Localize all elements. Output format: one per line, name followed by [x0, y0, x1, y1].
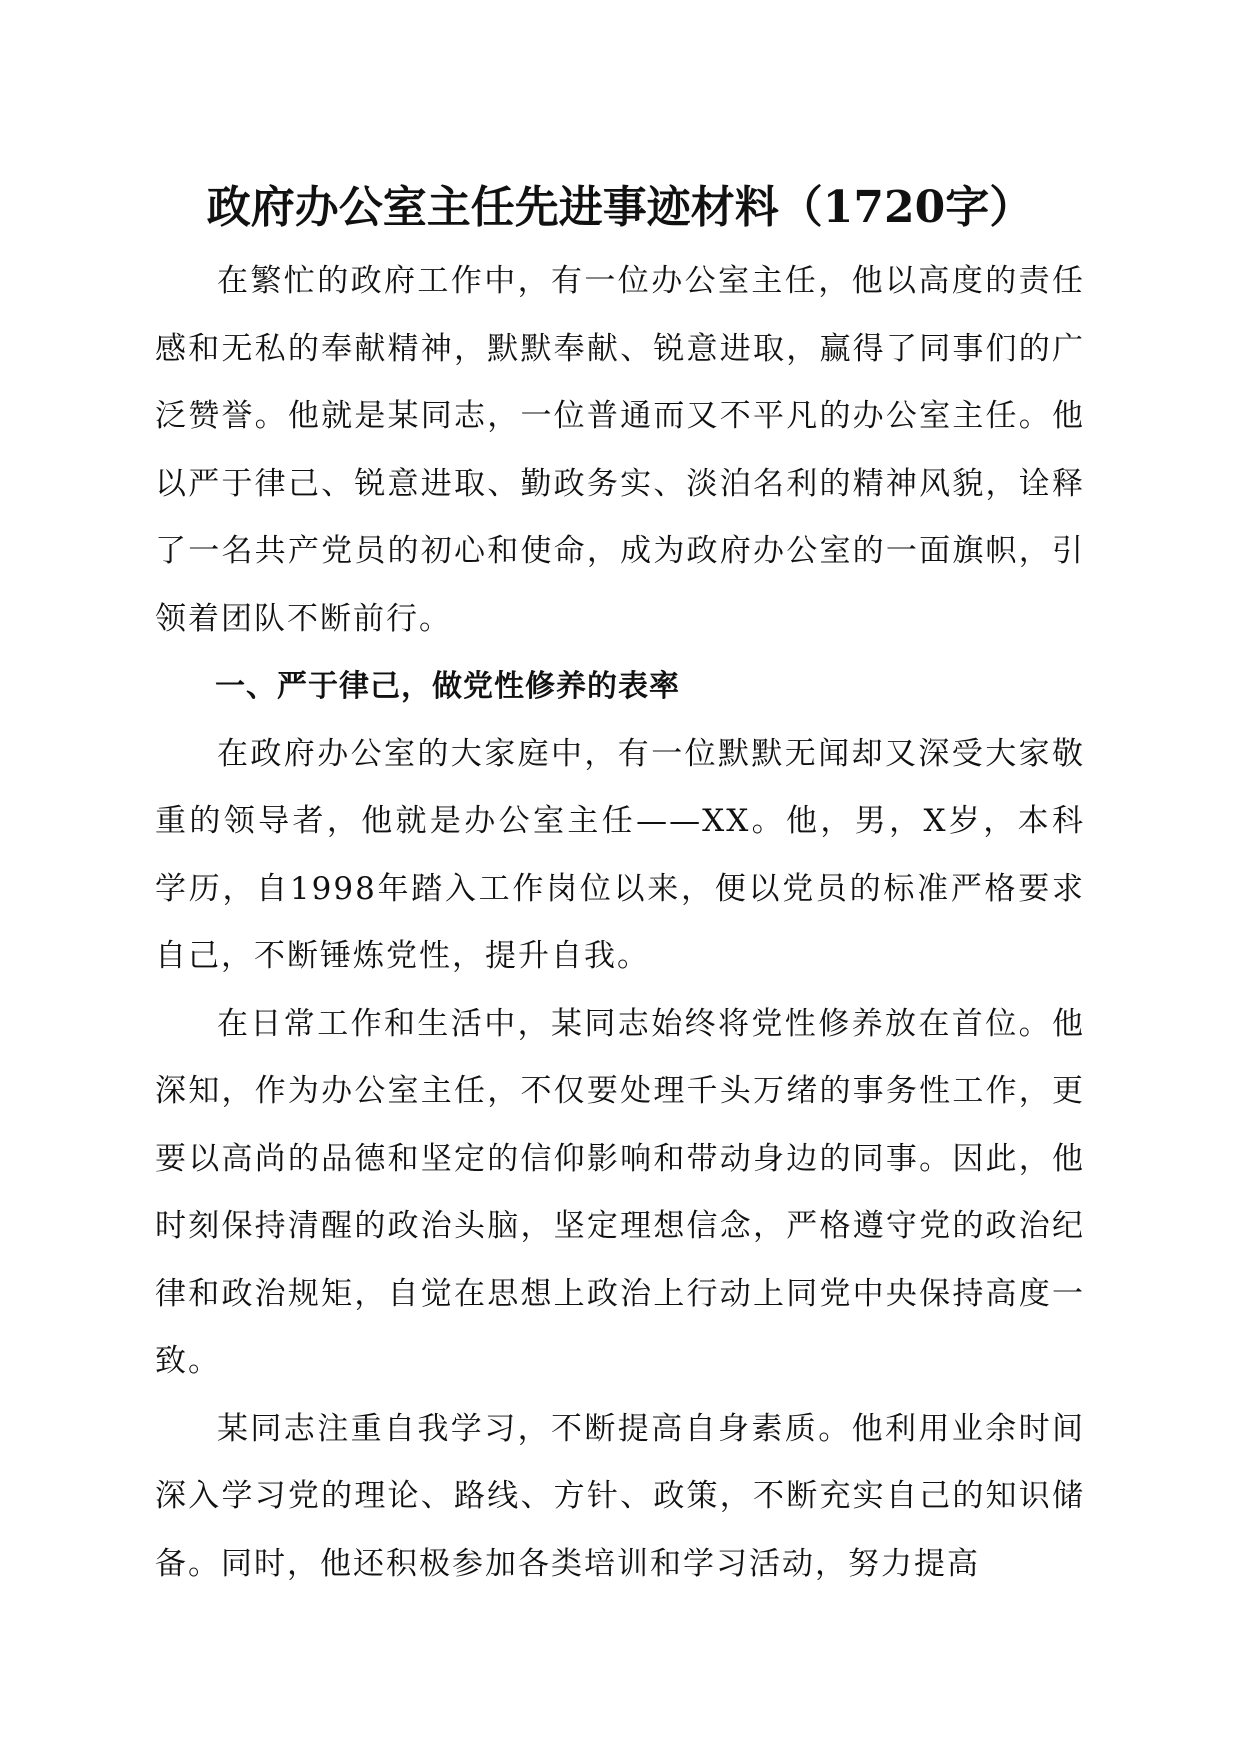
body-paragraph: 在政府办公室的大家庭中，有一位默默无闻却又深受大家敬重的领导者，他就是办公室主任——XX。他，男，X岁，本科学历，自1998年踏入工作岗位以来，便以党员的标准严格要求自己，不断锤炼党性，提升自我。: [155, 735, 1085, 974]
body-paragraph: 某同志注重自我学习，不断提高自身素质。他利用业余时间深入学习党的理论、路线、方针、政策，不断充实自己的知识储备。同时，他还积极参加各类培训和学习活动，努力提高: [155, 1410, 1085, 1582]
document-title: 政府办公室主任先进事迹材料（1720字）: [206, 182, 1034, 233]
section-heading: 一、严于律己，做党性修养的表率: [215, 669, 680, 704]
document-body: [155, 248, 1085, 1598]
intro-paragraph: 在繁忙的政府工作中，有一位办公室主任，他以高度的责任感和无私的奉献精神，默默奉献、锐意进取，赢得了同事们的广泛赞誉。他就是某同志，一位普通而又不平凡的办公室主任。他以严于律己、锐意进取、勤政务实、淡泊名利的精神风貌，诠释了一名共产党员的初心和使命，成为政府办公室的一面旗帜，引领着团队不断前行。: [155, 263, 1085, 637]
body-paragraph: 在日常工作和生活中，某同志始终将党性修养放在首位。他深知，作为办公室主任，不仅要处理千头万绪的事务性工作，更要以高尚的品德和坚定的信仰影响和带动身边的同事。因此，他时刻保持清醒的政治头脑，坚定理想信念，严格遵守党的政治纪律和政治规矩，自觉在思想上政治上行动上同党中央保持高度一致。: [155, 1005, 1085, 1379]
